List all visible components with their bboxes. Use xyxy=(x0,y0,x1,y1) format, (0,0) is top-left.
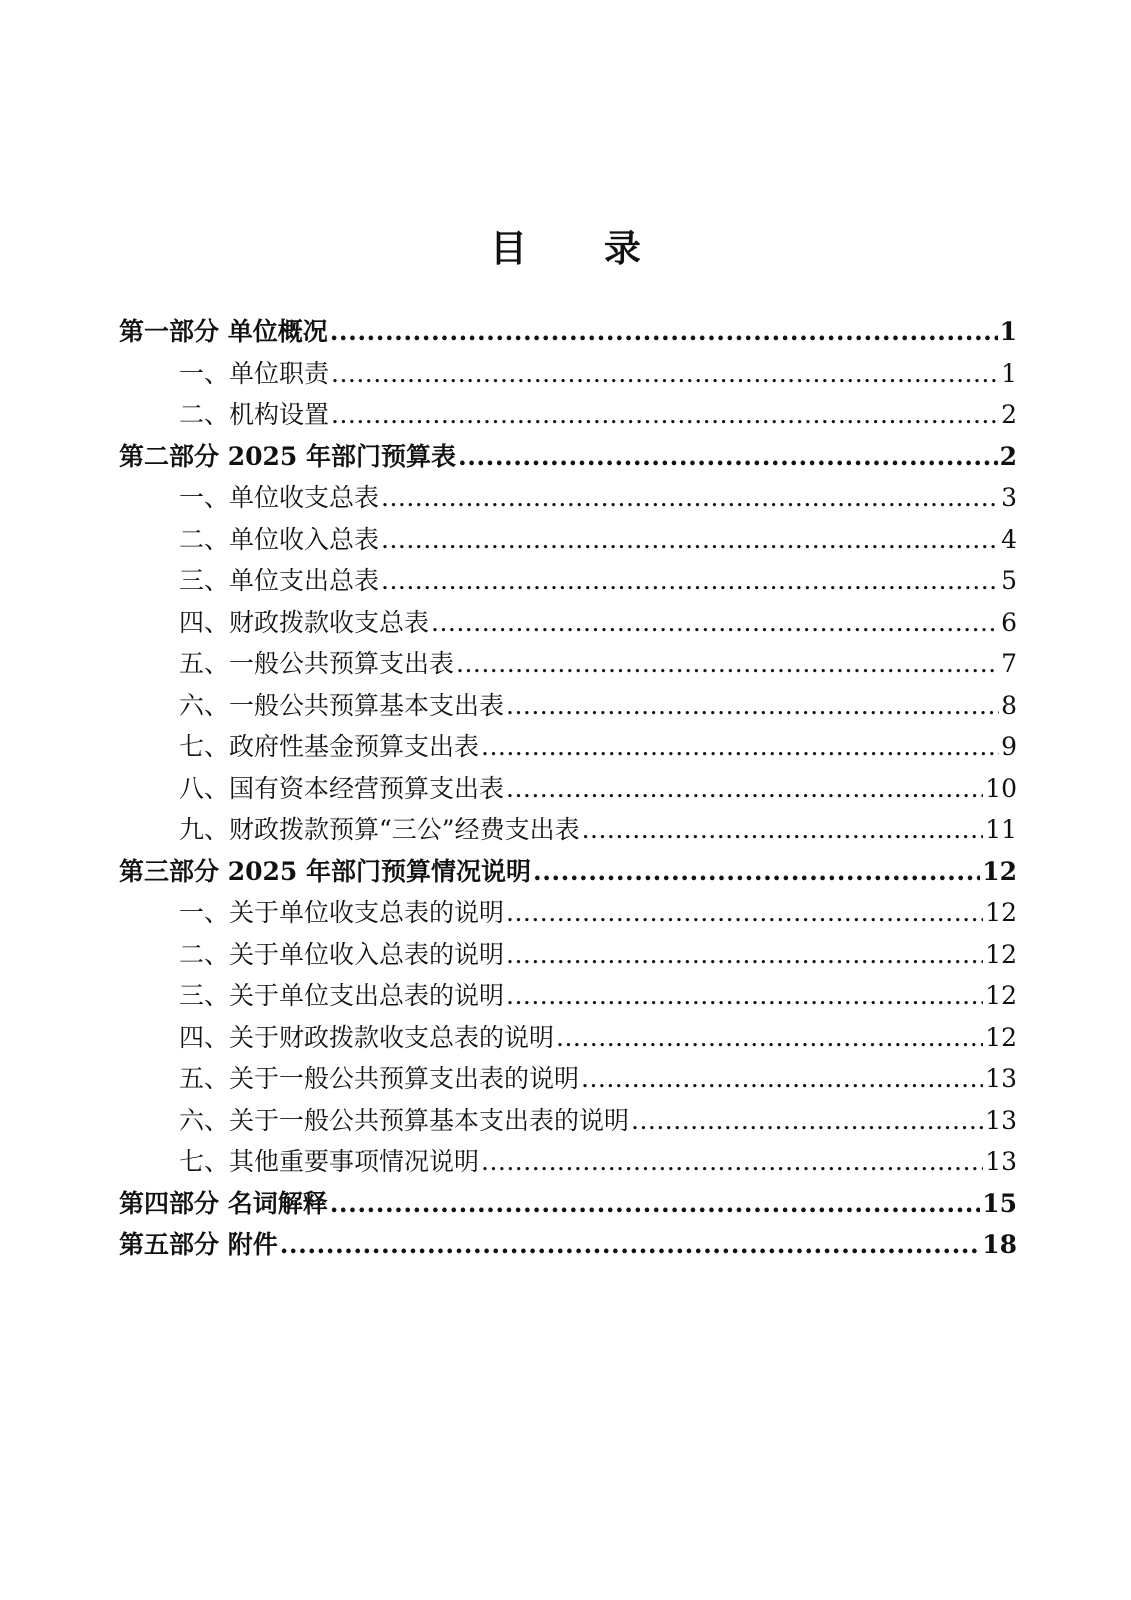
toc-dot-leader xyxy=(481,1141,983,1183)
toc-section-entry[interactable] xyxy=(119,768,1017,810)
toc-section-entry[interactable] xyxy=(119,1058,1017,1100)
toc-section-entry[interactable] xyxy=(119,477,1017,519)
toc-page-number: 13 xyxy=(985,1105,1017,1135)
toc-entry-label: 四、关于财政拨款收支总表的说明 xyxy=(179,1022,555,1052)
toc-page-number: 12 xyxy=(982,856,1017,886)
toc-part-entry[interactable] xyxy=(119,1224,1017,1266)
toc-page-number: 6 xyxy=(1001,607,1017,637)
toc-entry-label: 六、关于一般公共预算基本支出表的说明 xyxy=(179,1105,630,1135)
toc-entry-label: 第二部分 2025 年部门预算表 xyxy=(119,441,456,471)
toc-title: 目 录 xyxy=(490,226,673,270)
toc-entry-label: 一、单位收支总表 xyxy=(179,483,380,512)
toc-section-entry[interactable] xyxy=(119,1100,1017,1142)
toc-dot-leader xyxy=(506,768,983,810)
toc-dot-leader xyxy=(481,726,999,768)
toc-page-number: 7 xyxy=(1001,649,1017,678)
toc-dot-leader xyxy=(456,643,999,685)
toc-entry-label: 八、国有资本经营预算支出表 xyxy=(179,773,505,803)
toc-entry-label: 二、关于单位收入总表的说明 xyxy=(179,939,505,969)
toc-entry-label: 九、财政拨款预算“三公”经费支出表 xyxy=(179,815,580,844)
toc-entry-label: 第四部分 名词解释 xyxy=(119,1188,328,1218)
toc-section-entry[interactable] xyxy=(119,560,1017,602)
toc-page-number: 13 xyxy=(985,1147,1017,1176)
toc-dot-leader xyxy=(506,685,999,727)
toc-dot-leader xyxy=(330,311,998,353)
toc-page-number: 12 xyxy=(985,939,1017,969)
toc-section-entry[interactable] xyxy=(119,643,1017,685)
toc-dot-leader xyxy=(458,436,998,478)
toc-page-number: 4 xyxy=(1001,524,1017,554)
toc-section-entry[interactable] xyxy=(119,892,1017,934)
toc-page-number: 2 xyxy=(999,441,1017,471)
toc-dot-leader xyxy=(331,353,999,395)
toc-page-number: 11 xyxy=(985,815,1017,844)
toc-dot-leader xyxy=(280,1224,980,1266)
toc-dot-leader xyxy=(506,975,983,1017)
toc-page-number: 13 xyxy=(985,1064,1017,1093)
toc-dot-leader xyxy=(506,934,983,976)
toc-entry-label: 第五部分 附件 xyxy=(119,1230,278,1259)
toc-dot-leader xyxy=(533,851,980,893)
toc-section-entry[interactable] xyxy=(119,394,1017,436)
toc-dot-leader xyxy=(431,602,999,644)
toc-page-number: 18 xyxy=(982,1230,1017,1259)
toc-part-entry[interactable] xyxy=(119,851,1017,893)
toc-entry-label: 四、财政拨款收支总表 xyxy=(179,607,430,637)
toc-dot-leader xyxy=(581,1058,983,1100)
toc-page-number: 8 xyxy=(1001,690,1017,720)
toc-entry-label: 第三部分 2025 年部门预算情况说明 xyxy=(119,856,531,886)
toc-page-number: 15 xyxy=(982,1188,1017,1218)
toc-section-entry[interactable] xyxy=(119,1141,1017,1183)
toc-page-number: 2 xyxy=(1001,400,1017,429)
toc-part-entry[interactable] xyxy=(119,1183,1017,1225)
toc-dot-leader xyxy=(381,477,999,519)
toc-entry-label: 第一部分 单位概况 xyxy=(119,317,328,346)
toc-entry-label: 五、一般公共预算支出表 xyxy=(179,649,455,678)
toc-part-entry[interactable] xyxy=(119,311,1017,353)
toc-list xyxy=(119,311,1017,1266)
toc-section-entry[interactable] xyxy=(119,519,1017,561)
toc-page-number: 3 xyxy=(1001,483,1017,512)
toc-entry-label: 二、单位收入总表 xyxy=(179,524,380,554)
toc-section-entry[interactable] xyxy=(119,809,1017,851)
toc-dot-leader xyxy=(631,1100,983,1142)
toc-section-entry[interactable] xyxy=(119,353,1017,395)
toc-page-number: 5 xyxy=(1001,566,1017,595)
toc-dot-leader xyxy=(330,1183,980,1225)
toc-entry-label: 一、单位职责 xyxy=(179,358,330,388)
toc-page-number: 12 xyxy=(985,898,1017,927)
toc-entry-label: 一、关于单位收支总表的说明 xyxy=(179,898,505,927)
toc-page-number: 1 xyxy=(999,317,1017,346)
toc-section-entry[interactable] xyxy=(119,934,1017,976)
toc-section-entry[interactable] xyxy=(119,726,1017,768)
toc-entry-label: 六、一般公共预算基本支出表 xyxy=(179,690,505,720)
toc-section-entry[interactable] xyxy=(119,975,1017,1017)
toc-dot-leader xyxy=(582,809,984,851)
toc-entry-label: 三、关于单位支出总表的说明 xyxy=(179,981,505,1010)
toc-dot-leader xyxy=(331,394,999,436)
toc-part-entry[interactable] xyxy=(119,436,1017,478)
toc-entry-label: 二、机构设置 xyxy=(179,400,330,429)
toc-dot-leader xyxy=(556,1017,983,1059)
toc-section-entry[interactable] xyxy=(119,1017,1017,1059)
toc-page-number: 12 xyxy=(985,981,1017,1010)
toc-entry-label: 三、单位支出总表 xyxy=(179,566,380,595)
toc-dot-leader xyxy=(506,892,983,934)
toc-entry-label: 七、政府性基金预算支出表 xyxy=(179,732,480,761)
toc-entry-label: 五、关于一般公共预算支出表的说明 xyxy=(179,1064,580,1093)
toc-section-entry[interactable] xyxy=(119,602,1017,644)
toc-dot-leader xyxy=(381,519,999,561)
toc-entry-label: 七、其他重要事项情况说明 xyxy=(179,1147,480,1176)
toc-page-number: 12 xyxy=(985,1022,1017,1052)
toc-section-entry[interactable] xyxy=(119,685,1017,727)
toc-page-number: 10 xyxy=(985,773,1017,803)
toc-page-number: 9 xyxy=(1001,732,1017,761)
toc-dot-leader xyxy=(381,560,999,602)
toc-page-number: 1 xyxy=(1001,358,1017,388)
